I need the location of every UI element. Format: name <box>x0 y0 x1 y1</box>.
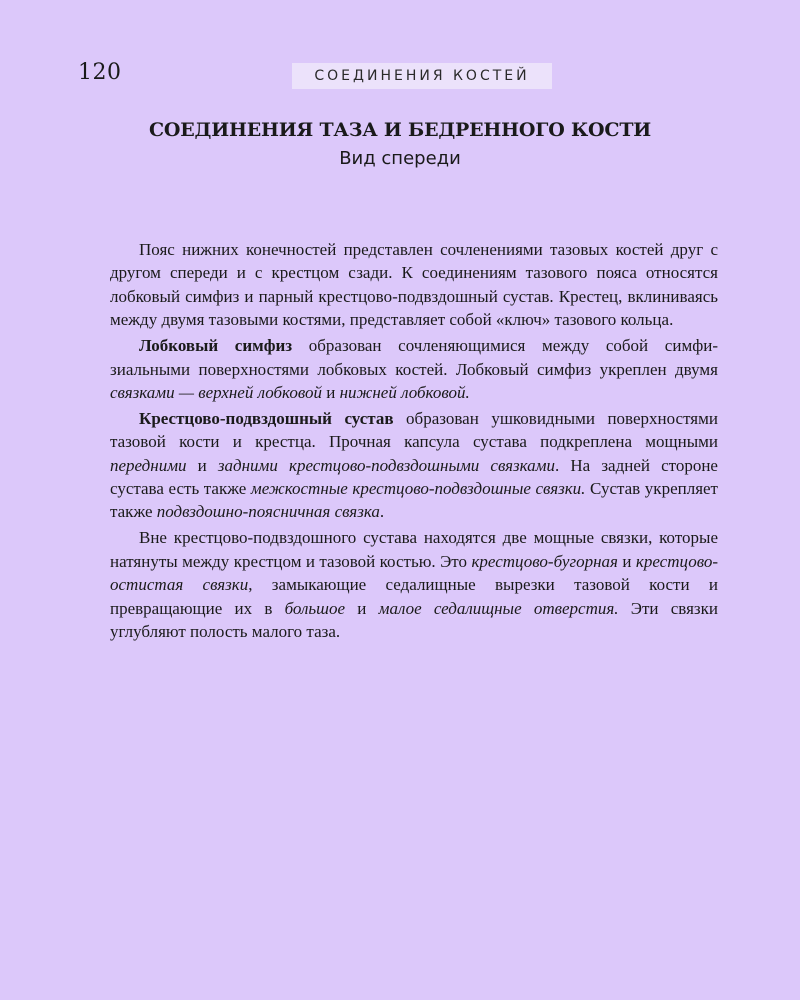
paragraph-2-text-2: и <box>322 382 340 402</box>
body-text <box>110 238 718 646</box>
paragraph-4-text-4: и <box>345 598 379 618</box>
paragraph-3-italic-1: передними <box>110 455 187 475</box>
paragraph-3 <box>110 407 718 524</box>
paragraph-3-italic-3: межкостные крестцово-подвздошные связки. <box>250 479 586 499</box>
page-number: 120 <box>78 60 122 85</box>
paragraph-3-text-2: и <box>186 455 218 475</box>
paragraph-3-italic-4: подвздошно-поясничная связка <box>156 502 380 522</box>
paragraph-2-italic-1: связками — верхней лобковой <box>110 382 322 402</box>
paragraph-1-text: Пояс нижних конечностей представлен сочленениями тазовых костей друг с другом спереди и с крестцом сзади. К соединениям тазового пояса относятся лобковый симфиз и парный крестцово-подвздошный сустав. Крестец, вклиниваясь между двумя тазовыми костями, представляет собой «ключ» тазового кольца. <box>110 240 718 330</box>
paragraph-4-text-2: и <box>617 551 636 571</box>
paragraph-4-italic-4: малое седалищные отверстия. <box>378 598 619 618</box>
paragraph-4 <box>110 526 718 643</box>
paragraph-4-text-1: Вне крестцово-подвздошного сустава находятся две мощные связки, которые натянуты между крестцом и тазовой костью. Это <box>110 528 718 571</box>
paragraph-4-italic-2: крестцово-остистая связки <box>110 551 719 595</box>
paragraph-3-text-3: . На задней стороне сустава есть также <box>110 455 718 499</box>
paragraph-2-italic-2: нижней лобковой. <box>339 382 470 402</box>
paragraph-3-text-4: Сустав укрепляет также <box>110 479 718 522</box>
paragraph-3-italic-2: задними крестцово-подвздошными связками <box>217 455 556 475</box>
paragraph-2-text-1: образован сочленяющимися между собой симфизиальными поверхностями лобковых костей. Лобковый симфиз укреплен двумя <box>110 336 718 379</box>
paragraph-4-italic-3: большое <box>284 598 346 618</box>
paragraph-4-italic-1: крестцово-бугорная <box>471 551 618 571</box>
term-sacroiliac-joint: Крестцово-подвздошный сустав <box>139 408 394 428</box>
term-pubic-symphysis: Лобковый симфиз <box>139 336 293 356</box>
paragraph-3-text-1: образован ушковидными поверхностями тазовой кости и крестца. Прочная капсула сустава подкреплена мощными <box>110 408 718 452</box>
running-head: СОЕДИНЕНИЯ КОСТЕЙ <box>292 63 552 89</box>
page-subtitle: Вид спереди <box>339 148 461 169</box>
paragraph-2 <box>110 334 718 404</box>
paragraph-3-text-5: . <box>379 502 385 522</box>
paragraph-4-text-5: Эти связки углубляют полость малого таза. <box>110 598 718 641</box>
paragraph-4-text-3: , замыкающие седалищные вырезки тазовой кости и превращающие их в <box>110 575 718 618</box>
page-title: СОЕДИНЕНИЯ ТАЗА И БЕДРЕННОГО КОСТИ <box>148 119 652 141</box>
paragraph-1 <box>110 238 718 332</box>
